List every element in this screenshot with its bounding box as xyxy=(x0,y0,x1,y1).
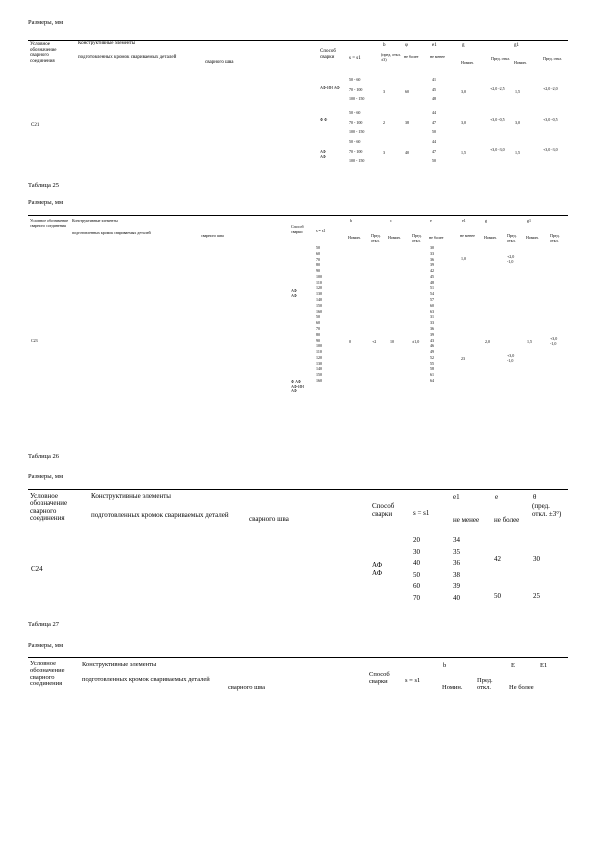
thickness-value: 70 - 100 xyxy=(349,119,363,125)
thickness-value: 110 xyxy=(316,349,322,355)
header-b-nom: Номин. xyxy=(348,235,361,240)
e1-value: 44 xyxy=(432,110,436,115)
e1-list xyxy=(432,111,436,135)
header-theta: θ xyxy=(533,493,537,501)
g-nom: 1,5 xyxy=(461,150,466,155)
e-value: 52 xyxy=(430,354,434,360)
method: Ф Ф xyxy=(320,117,328,122)
thickness-value: 70 xyxy=(413,593,420,602)
e1-list xyxy=(453,536,460,602)
thickness-value: 50 xyxy=(316,314,320,320)
header-preparation: подготовленных кромок свариваемых деталей xyxy=(91,511,229,519)
table-rule xyxy=(28,215,568,216)
g1-nom: 1,5 xyxy=(515,150,520,155)
header-g1-dev: Пред. откл. xyxy=(543,56,563,61)
header-e1-min: не менее xyxy=(460,233,475,238)
thickness-value: 70 xyxy=(316,325,320,331)
thickness-value: 120 xyxy=(316,354,322,360)
header-structural: Конструктивные элементы xyxy=(82,661,157,668)
header-e: e xyxy=(430,218,432,223)
header-designation: Условное обозначение сварного соединения xyxy=(30,218,69,228)
header-b: b xyxy=(350,218,352,223)
header-c-nom: Номин. xyxy=(388,235,401,240)
g-dev-b: +3,0 -1,0 xyxy=(507,353,515,363)
angle-phi: 60 xyxy=(405,89,409,94)
header-b: b xyxy=(383,43,386,48)
header-e1: e1 xyxy=(432,43,437,48)
header-weld: сварного шва xyxy=(205,60,234,65)
header-g: g xyxy=(485,218,487,223)
e1-value: 50 xyxy=(432,129,436,135)
thickness-value: 100 xyxy=(316,343,322,349)
angle-phi: 40 xyxy=(405,150,409,155)
g1-dev: +3,0 -0,5 xyxy=(543,117,558,122)
g1-nom: 1,5 xyxy=(515,89,520,94)
header-method: Способ сварки xyxy=(369,671,390,686)
g1-nom: 1,5 xyxy=(527,339,532,344)
header-designation: Условное обозначение сварного соединения xyxy=(30,42,57,64)
e-value: 64 xyxy=(430,377,434,383)
method: АФ АФ xyxy=(372,561,383,578)
thickness-value: 150 xyxy=(316,372,322,378)
thickness-value: 90 xyxy=(316,268,320,274)
e-value: 49 xyxy=(430,349,434,355)
header-e: e xyxy=(495,493,499,501)
sizes-label-1: Размеры, мм xyxy=(28,19,64,26)
thickness-list xyxy=(413,536,420,602)
method: Ф АФ АФ-ИН АФ xyxy=(291,379,304,394)
header-g1-nom: Номин. xyxy=(526,235,539,240)
header-weld: сварного шва xyxy=(249,515,289,523)
table-title-27: Таблица 27 xyxy=(28,621,60,628)
method: АФ АФ xyxy=(320,149,326,159)
thickness-value: 60 xyxy=(316,250,320,256)
g-nom-b: 2,0 xyxy=(485,339,490,344)
joint-code: C24 xyxy=(31,565,43,573)
g1-dev: +2,0 -2,0 xyxy=(543,86,558,91)
header-s: s = s1 xyxy=(413,509,430,517)
header-method: Способ сварки xyxy=(291,224,304,234)
header-g1: g1 xyxy=(527,218,531,223)
e-value: 33 xyxy=(430,250,434,256)
blunt-c-dev: ±1,0 xyxy=(412,339,420,344)
joint-code: C23 xyxy=(31,338,38,343)
header-g1: g1 xyxy=(514,43,519,48)
thickness-value: 150 xyxy=(316,302,322,308)
thickness-value: 70 xyxy=(316,256,320,262)
header-b-nom: Номин. xyxy=(442,684,463,691)
g1-dev: +3,0 -3,0 xyxy=(543,147,558,152)
thickness-list xyxy=(349,140,364,164)
thickness-value: 140 xyxy=(316,366,322,372)
thickness-value: 140 xyxy=(316,297,322,303)
header-weld: сварного шва xyxy=(228,684,265,691)
theta-value-a: 30 xyxy=(533,555,540,563)
thickness-value: 100 - 150 xyxy=(349,129,365,135)
e-value: 60 xyxy=(430,302,434,308)
method: АФ-ИН АФ xyxy=(320,85,340,90)
gap-b: 2 xyxy=(383,120,385,125)
e1-value: 36 xyxy=(453,559,460,567)
e-value: 36 xyxy=(430,256,434,262)
header-structural: Конструктивные элементы xyxy=(78,41,136,46)
gap-b: 0 xyxy=(349,339,351,344)
e-value: 36 xyxy=(430,325,434,331)
header-g-nom: Номин. xyxy=(461,60,474,65)
thickness-value: 130 xyxy=(316,291,322,297)
g-nom: 3,0 xyxy=(461,89,466,94)
table-rule xyxy=(28,489,568,490)
sizes-label-2: Размеры, мм xyxy=(28,199,64,206)
thickness-value: 50 - 60 xyxy=(349,110,361,115)
g-dev: +2,0 -2,5 xyxy=(490,86,505,91)
e-list xyxy=(430,246,434,384)
header-e-max: не более xyxy=(429,235,444,240)
e1-value: 38 xyxy=(453,570,460,579)
g-dev: +3,0 -0,5 xyxy=(490,117,505,122)
gap-b: 3 xyxy=(383,89,385,94)
e1-value: 44 xyxy=(432,139,436,144)
blunt-c: 10 xyxy=(390,339,394,344)
header-e1-min: не менее xyxy=(430,54,445,59)
header-designation: Условное обозначение сварного соединения xyxy=(30,492,68,523)
header-e-max: Не более xyxy=(509,684,534,691)
e1-value: 40 xyxy=(453,593,460,602)
sizes-label-3: Размеры, мм xyxy=(28,473,64,480)
thickness-value: 30 xyxy=(413,547,420,556)
g-dev-a: +2,0 -1,0 xyxy=(507,254,515,264)
header-b-dev: Пред. откл. xyxy=(371,233,381,243)
header-preparation: подготовленных кромок свариваемых деталей xyxy=(82,676,210,683)
header-theta-tol: (пред. откл. ±3°) xyxy=(532,502,562,518)
header-e1-min: не менее xyxy=(453,516,480,524)
thickness-value: 100 xyxy=(316,273,322,279)
e1-list xyxy=(432,78,436,102)
header-structural: Конструктивные элементы xyxy=(72,218,118,223)
e-value: 39 xyxy=(430,262,434,268)
header-e1: e1 xyxy=(462,218,466,223)
e-value: 43 xyxy=(430,337,434,343)
e-value: 51 xyxy=(430,285,434,291)
header-s: s = s1 xyxy=(316,228,326,233)
thickness-value: 70 - 100 xyxy=(349,148,363,154)
method: АФ АФ xyxy=(291,288,297,298)
thickness-value: 70 - 100 xyxy=(349,86,363,92)
g-dev: +3,0 -3,0 xyxy=(490,147,505,152)
header-b-tol: (пред. откл. ±3) xyxy=(381,52,401,62)
thickness-value: 20 xyxy=(413,536,420,544)
thickness-value: 90 xyxy=(316,337,320,343)
thickness-value: 50 - 60 xyxy=(349,77,361,82)
thickness-value: 60 xyxy=(316,320,320,326)
thickness-value: 80 xyxy=(316,331,320,337)
header-g1-nom: Номин. xyxy=(514,60,527,65)
angle-phi: 38 xyxy=(405,120,409,125)
e1-value: 34 xyxy=(453,536,460,544)
table-title-26: Таблица 26 xyxy=(28,453,60,460)
thickness-list xyxy=(349,111,364,135)
table-rule xyxy=(28,657,568,658)
joint-code: C21 xyxy=(31,123,40,128)
e-value: 48 xyxy=(430,279,434,285)
e1-list xyxy=(432,140,436,164)
gap-b-dev: +2 xyxy=(372,339,377,344)
thickness-value: 50 xyxy=(413,570,420,579)
header-designation: Условное обозначение сварного соединения xyxy=(30,660,65,688)
e1-value: 48 xyxy=(432,96,436,102)
e-value-a: 42 xyxy=(494,555,501,563)
header-preparation: подготовленных кромок свариваемых деталей xyxy=(72,230,151,235)
e-value: 57 xyxy=(430,297,434,303)
header-c-dev: Пред. откл. xyxy=(412,233,422,243)
e1-value: 23 xyxy=(461,356,465,361)
header-g1-dev: Пред. откл. xyxy=(550,233,560,243)
g1-dev: +3,0 -1,0 xyxy=(550,336,558,346)
header-g-dev: Пред. откл. xyxy=(491,56,511,61)
header-c: c xyxy=(390,218,392,223)
g1-nom: 3,0 xyxy=(515,120,520,125)
e-value: 54 xyxy=(430,291,434,297)
e-value: 42 xyxy=(430,268,434,274)
header-method: Способ сварки xyxy=(320,49,336,60)
header-e: Е xyxy=(511,662,515,669)
e1-value: 47 xyxy=(432,119,436,125)
theta-value-b: 25 xyxy=(533,592,540,600)
e1-value: 50 xyxy=(432,158,436,164)
e-value: 33 xyxy=(430,320,434,326)
header-b: b xyxy=(443,662,447,669)
header-preparation: подготовленных кромок свариваемых деталей xyxy=(78,55,177,60)
gap-b: 3 xyxy=(383,150,385,155)
e-value: 55 xyxy=(430,360,434,366)
header-method: Способ сварки xyxy=(372,502,395,518)
header-s: s = s1 xyxy=(349,56,361,61)
e-value: 45 xyxy=(430,273,434,279)
thickness-list xyxy=(316,246,322,384)
e1-value: 41 xyxy=(432,77,436,82)
header-phi-max: не более xyxy=(404,54,419,59)
e1-value: 39 xyxy=(453,582,460,590)
thickness-value: 160 xyxy=(316,377,322,383)
header-s: s = s1 xyxy=(405,677,421,684)
header-b-dev: Пред. откл. xyxy=(477,677,493,692)
header-e1: Е1 xyxy=(540,662,548,669)
g-nom: 3,0 xyxy=(461,120,466,125)
e-value: 30 xyxy=(430,245,434,250)
thickness-value: 110 xyxy=(316,279,322,285)
e1-value: 47 xyxy=(432,148,436,154)
header-g-dev: Пред. откл. xyxy=(507,233,517,243)
header-g: g xyxy=(462,43,465,48)
header-g-nom: Номин. xyxy=(484,235,497,240)
g-nom-a: 1,0 xyxy=(461,256,466,261)
header-e1: e1 xyxy=(453,493,460,501)
e1-value: 45 xyxy=(432,86,436,92)
e-value: 39 xyxy=(430,331,434,337)
header-structural: Конструктивные элементы xyxy=(91,492,171,500)
e-value: 46 xyxy=(430,343,434,349)
e-value: 63 xyxy=(430,308,434,314)
thickness-value: 80 xyxy=(316,262,320,268)
sizes-label-4: Размеры, мм xyxy=(28,642,64,649)
e-value: 61 xyxy=(430,372,434,378)
thickness-value: 100 - 150 xyxy=(349,158,365,164)
thickness-list xyxy=(349,78,364,102)
thickness-value: 50 - 60 xyxy=(349,139,361,144)
thickness-value: 50 xyxy=(316,245,320,250)
thickness-value: 130 xyxy=(316,360,322,366)
header-weld: сварного шва xyxy=(201,233,224,238)
thickness-value: 100 - 150 xyxy=(349,96,365,102)
thickness-value: 120 xyxy=(316,285,322,291)
header-phi: φ xyxy=(405,43,408,48)
table-title-25: Таблица 25 xyxy=(28,182,60,189)
header-e-max: не более xyxy=(494,516,520,524)
e-value: 31 xyxy=(430,314,434,320)
thickness-value: 160 xyxy=(316,308,322,314)
thickness-value: 40 xyxy=(413,559,420,567)
e-value-b: 50 xyxy=(494,592,501,600)
thickness-value: 60 xyxy=(413,582,420,590)
e1-value: 35 xyxy=(453,547,460,556)
e-value: 58 xyxy=(430,366,434,372)
